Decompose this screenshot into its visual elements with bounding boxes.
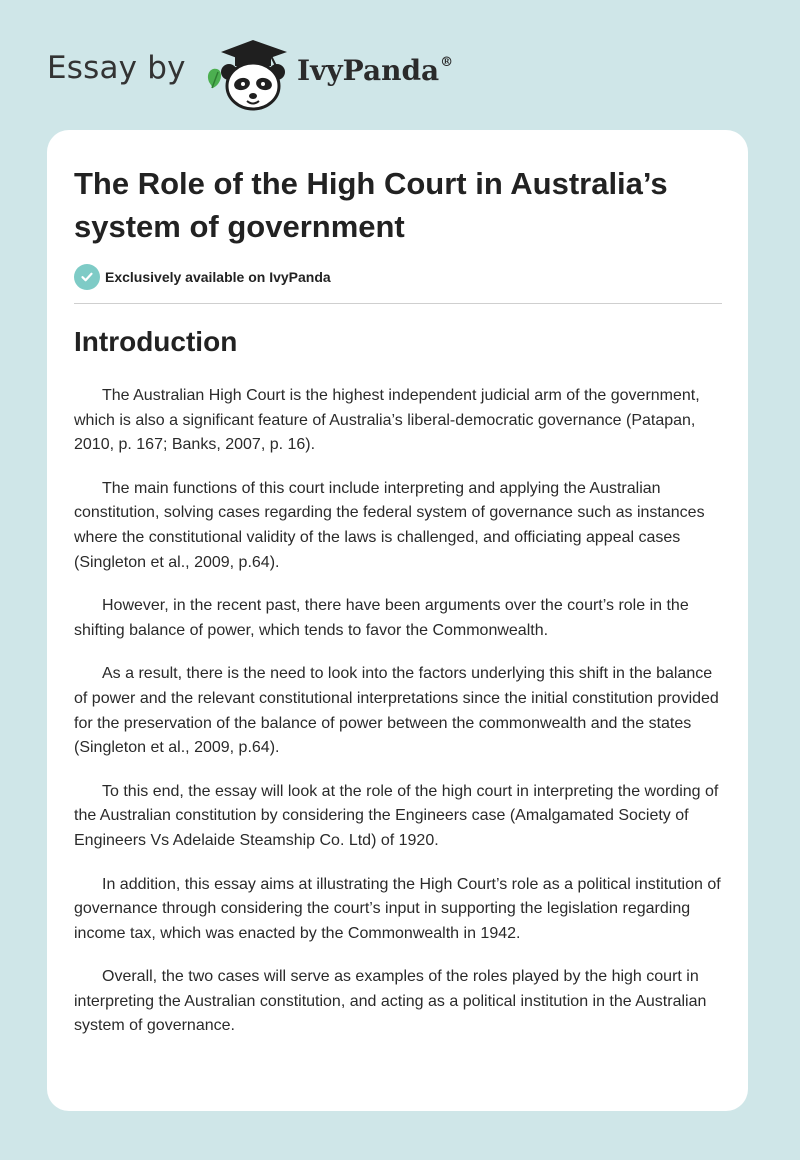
site-header — [47, 36, 747, 116]
essay-by-label: Essay by — [47, 50, 186, 86]
divider — [74, 303, 722, 304]
paragraph: The Australian High Court is the highest independent judicial arm of the government, which is also a significant feature of Australia’s liberal-democratic governance (Patapan, 2010, p. 167; Banks, 2007, p. 16). — [74, 387, 700, 454]
check-circle-icon — [74, 264, 100, 290]
paragraph: The main functions of this court include interpreting and applying the Australian constitution, solving cases regarding the federal system of governance such as instances where the constitutional validity of the laws is challenged, and officiating appeal cases (Singleton et al., 2009, p.64). — [74, 479, 705, 571]
exclusive-badge-text: Exclusively available on IvyPanda — [105, 269, 331, 285]
essay-body — [74, 384, 724, 1058]
paragraph: To this end, the essay will look at the role of the high court in interpreting the wording of the Australian constitution by considering the Engineers case (Amalgamated Society of Engineers Vs Adelaide Steamship Co. Ltd) of 1920. — [74, 782, 719, 849]
paragraph: As a result, there is the need to look into the factors underlying this shift in the balance of power and the relevant constitutional interpretations since the initial constitution provided for the preservation of the balance of power between the commonwealth and the states (Singleton et al., 2009, p.64). — [74, 665, 719, 757]
brand-logo-text[interactable] — [297, 54, 453, 87]
essay-card — [47, 130, 748, 1111]
essay-title: The Role of the High Court in Australia’s system of government — [74, 166, 668, 244]
panda-graduation-cap-icon[interactable] — [203, 36, 295, 112]
paragraph: In addition, this essay aims at illustrating the High Court’s role as a political institution of governance through considering the court’s input in supporting the legislation regarding income tax, which was enacted by the Commonwealth in 1942. — [74, 875, 721, 942]
exclusive-badge — [74, 263, 331, 291]
section-heading: Introduction — [74, 326, 238, 357]
trademark-symbol: ® — [440, 54, 454, 70]
paragraph: Overall, the two cases will serve as examples of the roles played by the high court in interpreting the Australian constitution, and acting as a political institution in the Australian system of governance. — [74, 968, 707, 1035]
paragraph: However, in the recent past, there have been arguments over the court’s role in the shifting balance of power, which tends to favor the Commonwealth. — [74, 597, 689, 639]
brand-name: IvyPanda — [297, 54, 440, 87]
